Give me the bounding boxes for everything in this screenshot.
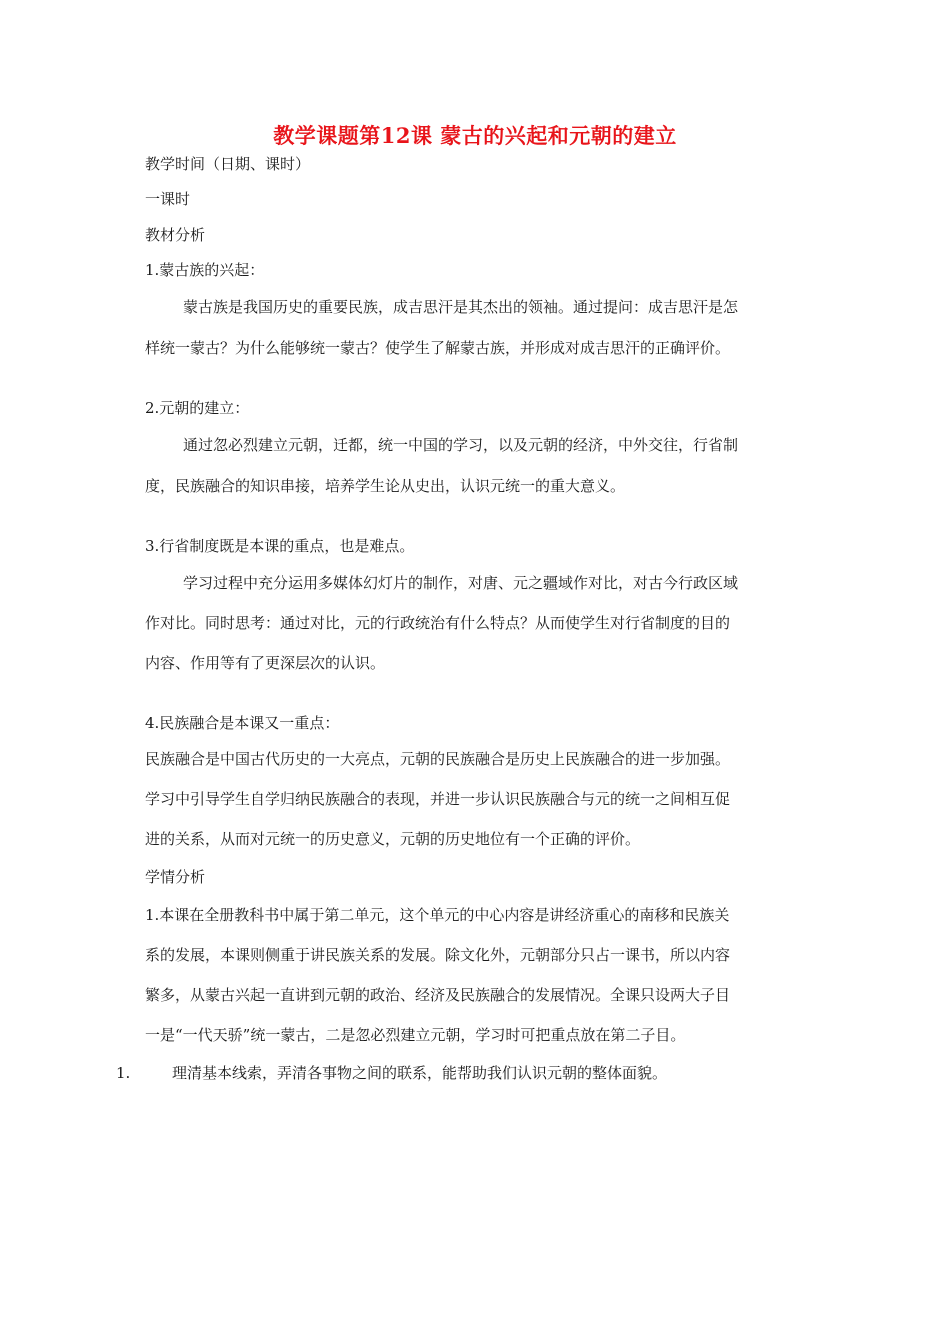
list-number: 1. [116,1064,131,1082]
student-analysis-line: 系的发展，本课则侧重于讲民族关系的发展。除文化外，元朝部分只占一课书，所以内容 [145,946,731,964]
student-analysis-line: 繁多，从蒙古兴起一直讲到元朝的政治、经济及民族融合的发展情况。全课只设两大子目 [145,986,731,1004]
item4-line: 学习中引导学生自学归纳民族融合的表现，并进一步认识民族融合与元的统一之间相互促 [145,790,731,808]
list-item-text: 理清基本线索，弄清各事物之间的联系，能帮助我们认识元朝的整体面貌。 [172,1064,668,1082]
student-analysis-line: 1.本课在全册教科书中属于第二单元，这个单元的中心内容是讲经济重心的南移和民族关 [145,906,730,924]
section-heading-student: 学情分析 [145,868,206,886]
teaching-time-label: 教学时间（日期、课时） [145,155,311,173]
item3-heading: 3.行省制度既是本课的重点，也是难点。 [145,537,415,555]
section-heading-material: 教材分析 [145,226,206,244]
item1-line: 蒙古族是我国历史的重要民族，成吉思汗是其杰出的领袖。通过提问：成吉思汗是怎 [183,298,739,316]
item3-line: 内容、作用等有了更深层次的认识。 [145,654,386,672]
item4-line: 进的关系，从而对元统一的历史意义，元朝的历史地位有一个正确的评价。 [145,830,641,848]
student-analysis-line: 一是“一代天骄”统一蒙古，二是忽必烈建立元朝，学习时可把重点放在第二子目。 [145,1026,686,1044]
item2-line: 通过忽必烈建立元朝，迁都，统一中国的学习，以及元朝的经济，中外交往，行省制 [183,436,739,454]
item3-line: 作对比。同时思考：通过对比，元的行政统治有什么特点？从而使学生对行省制度的目的 [145,614,731,632]
item2-heading: 2.元朝的建立： [145,399,250,417]
item1-heading: 1.蒙古族的兴起： [145,261,265,279]
item3-line: 学习过程中充分运用多媒体幻灯片的制作，对唐、元之疆域作对比，对古今行政区域 [183,574,739,592]
item1-line: 样统一蒙古？为什么能够统一蒙古？使学生了解蒙古族，并形成对成吉思汗的正确评价。 [145,339,731,357]
item2-line: 度，民族融合的知识串接，培养学生论从史出，认识元统一的重大意义。 [145,477,626,495]
item4-heading: 4.民族融合是本课又一重点： [145,714,340,732]
item4-line: 民族融合是中国古代历史的一大亮点，元朝的民族融合是历史上民族融合的进一步加强。 [145,750,731,768]
document-title: 教学课题第12课 蒙古的兴起和元朝的建立 [273,123,677,148]
teaching-time-value: 一课时 [145,190,191,208]
